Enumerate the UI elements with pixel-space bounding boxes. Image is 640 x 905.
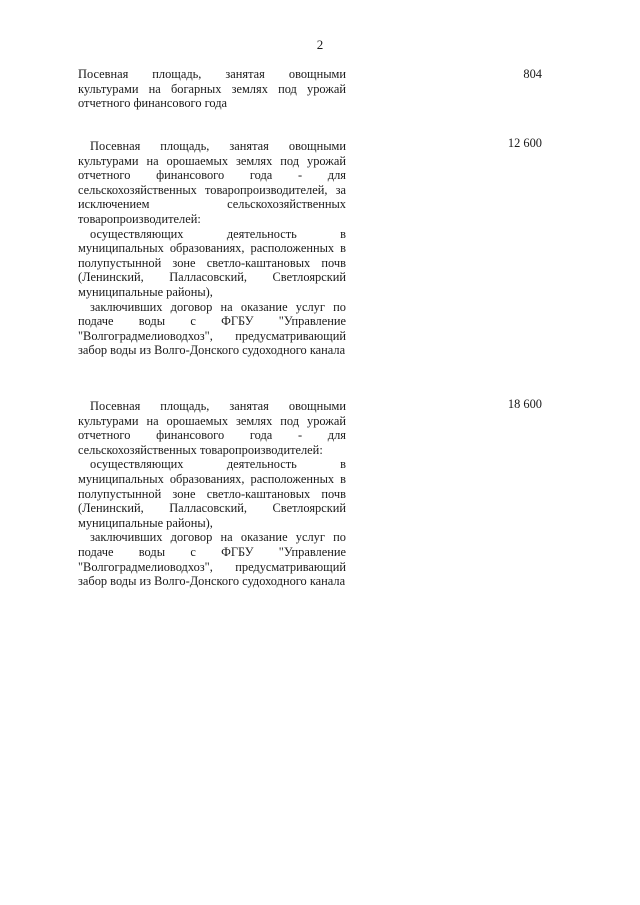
entry-1-paragraph-1: Посевная площадь, занятая овощными культурами на богарных землях под урожай отчетного финансового года xyxy=(78,67,346,111)
entry-value-1: 804 xyxy=(523,67,542,81)
entry-3-paragraph-2: осуществляющих деятельность в муниципальных образованиях, расположенных в полупустынной зоне светло-каштановых почв (Ленинский, Палласовский, Светлоярский муниципальные районы), xyxy=(78,457,346,530)
entry-2-paragraph-3: заключивших договор на оказание услуг по подаче воды с ФГБУ "Управление "Волгоградмелиоводхоз", предусматривающий забор воды из Волго-Донского судоходного канала xyxy=(78,299,346,358)
entry-2-paragraph-2: осуществляющих деятельность в муниципальных образованиях, расположенных в полупустынной зоне светло-каштановых почв (Ленинский, Палласовский, Светлоярский муниципальные районы), xyxy=(78,226,346,299)
entry-value-3: 18 600 xyxy=(507,397,542,411)
entry-description-3 xyxy=(78,399,346,589)
entry-2-paragraph-1: Посевная площадь, занятая овощными культурами на орошаемых землях под урожай отчетного финансового года - для сельскохозяйственных товаропроизводителей, за исключением сельскохозяйственных товаропроизводителей: xyxy=(78,139,346,226)
entry-3-paragraph-3: заключивших договор на оказание услуг по подаче воды с ФГБУ "Управление "Волгоградмелиоводхоз", предусматривающий забор воды из Волго-Донского судоходного канала xyxy=(78,530,346,589)
entry-description-2 xyxy=(78,139,346,358)
page-number: 2 xyxy=(316,37,324,52)
entry-3-paragraph-1: Посевная площадь, занятая овощными культурами на орошаемых землях под урожай отчетного финансового года - для сельскохозяйственных товаропроизводителей: xyxy=(78,399,346,457)
entry-description-1 xyxy=(78,67,346,111)
entry-value-2: 12 600 xyxy=(507,136,542,150)
